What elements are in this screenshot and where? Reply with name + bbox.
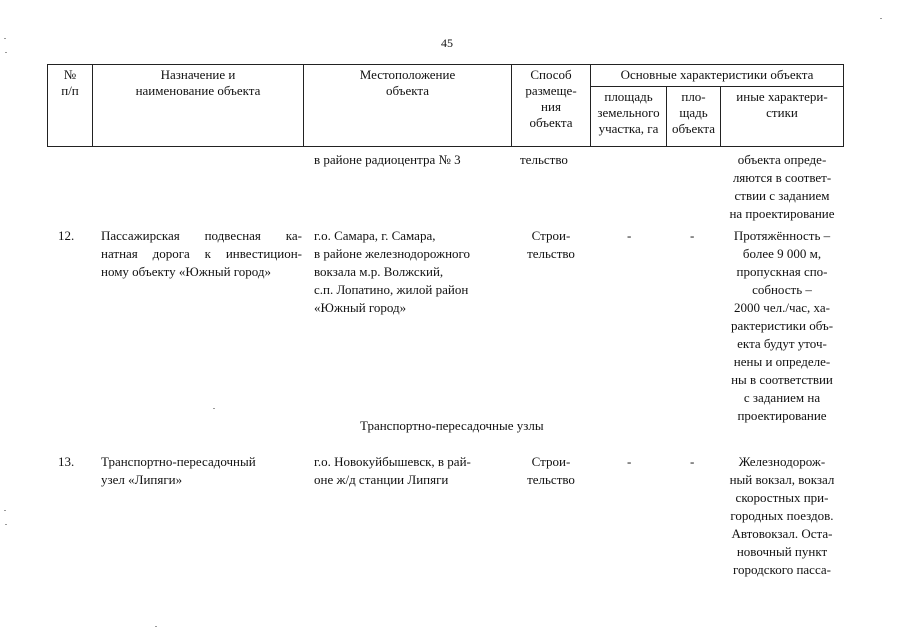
row-land-area: - (627, 228, 632, 243)
continuation-other: объекта опреде- ляются в соответ- ствии с заданием на проектирование (729, 152, 835, 221)
row-other: Протяжённость – более 9 000 м, пропускная спо- собность – 2000 чел./час, ха- рактеристики объ- екта будут уточ- нены и определе- ны в соответствии с заданием на проектирование (730, 228, 834, 423)
row-number: 12. (58, 228, 75, 243)
row-land-area: - (627, 454, 632, 469)
header-number: № п/п (61, 67, 79, 98)
scan-speck (155, 626, 157, 627)
header-purpose: Назначение и наименование объекта (135, 67, 261, 98)
scan-speck (213, 408, 215, 409)
row-location: г.о. Самара, г. Самара, в районе железнодорожного вокзала м.р. Волжский, с.п. Лопатино, жилой район «Южный город» (314, 228, 471, 315)
row-object-area: - (690, 454, 695, 469)
scan-speck (5, 52, 7, 53)
scan-speck (880, 18, 882, 19)
scan-speck (4, 510, 6, 511)
word: инвестицион- (225, 246, 302, 261)
scan-speck (4, 38, 6, 39)
header-land-area: площадь земельного участка, га (597, 89, 660, 136)
row-number: 13. (58, 454, 75, 469)
row-method: Строи- тельство (527, 454, 575, 487)
header-object-area: пло- щадь объекта (671, 89, 716, 136)
continuation-method: тельство (520, 152, 568, 167)
header-location: Местоположение объекта (359, 67, 456, 98)
row-object-area: - (690, 228, 695, 243)
row-name: Пассажирская подвесная ка- натная дорога к инвестицион- ному объекту «Южный город» (101, 228, 302, 279)
word: Пассажирская (101, 228, 180, 243)
row-method: Строи- тельство (527, 228, 575, 261)
row-other: Железнодорож- ный вокзал, вокзал скоростных при- городных поездов. Автовокзал. Оста- новочный пункт городского пасса- (729, 454, 835, 577)
section-heading: Транспортно-пересадочные узлы (360, 418, 544, 433)
word: дорога (152, 246, 190, 261)
row-name: Транспортно-пересадочный узел «Липяги» (101, 454, 256, 487)
header-other: иные характери- стики (736, 89, 828, 120)
page-number: 45 (441, 36, 453, 50)
scan-speck (5, 524, 7, 525)
row-location: г.о. Новокуйбышевск, в рай- оне ж/д станции Липяги (314, 454, 471, 487)
word: ка- (285, 228, 302, 243)
word: подвесная (204, 228, 261, 243)
word: натная (101, 246, 138, 261)
word: к (204, 246, 211, 261)
continuation-location: в районе радиоцентра № 3 (314, 152, 461, 167)
header-method: Способ размеще- ния объекта (525, 67, 577, 130)
header-characteristics: Основные характеристики объекта (620, 67, 814, 82)
